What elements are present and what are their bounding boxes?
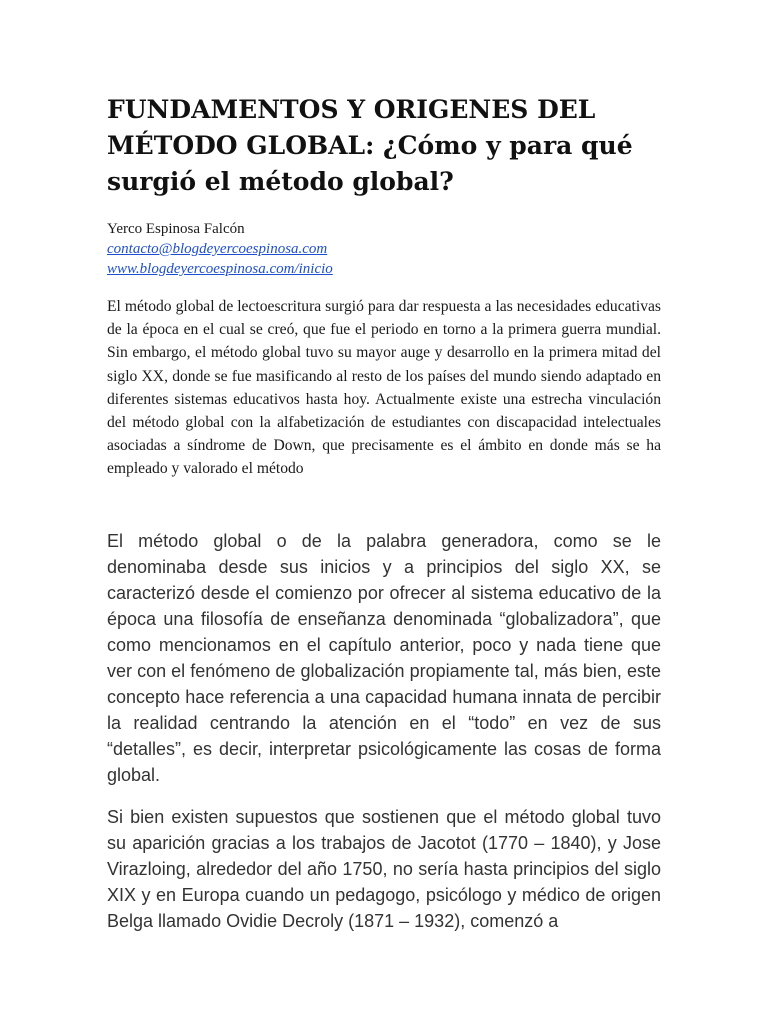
body-paragraph-2: Si bien existen supuestos que sostienen que el método global tuvo su aparición gracias a los trabajos de Jacotot (1770 – 1840), y Jose Virazloing, alrededor del año 1750, no sería hasta principios del siglo XIX y en Europa cuando un pedagogo, psicólogo y médico de origen Belga llamado Ovidie Decroly (1871 – 1932), comenzó a [107,807,661,931]
body-paragraph-1: El método global o de la palabra generadora, como se le denominaba desde sus inicios y a principios del siglo XX, se caracterizó desde el comienzo por ofrecer al sistema educativo de la época una filosofía de enseñanza denominada “globalizadora”, que como mencionamos en el capítulo anterior, poco y nada tiene que ver con el fenómeno de globalización propiamente tal, más bien, este concepto hace referencia a una capacidad humana innata de percibir la realidad centrando la atención en el “todo” en vez de sus “detalles”, es decir, interpretar psicológicamente las cosas de forma global. [107,531,661,785]
author-website-link[interactable]: www.blogdeyercoespinosa.com/inicio [107,261,333,277]
author-name: Yerco Espinosa Falcón [107,221,245,237]
author-email-link[interactable]: contacto@blogdeyercoespinosa.com [107,241,328,257]
author-block [107,219,667,279]
intro-paragraph: El método global de lectoescritura surgió para dar respuesta a las necesidades educativas de la época en el cual se creó, que fue el periodo en torno a la primera guerra mundial. Sin embargo, el método global tuvo su mayor auge y desarrollo en la primera mitad del siglo XX, donde se fue masificando al resto de los países del mundo siendo adaptado en diferentes sistemas educativos hasta hoy. Actualmente existe una estrecha vinculación del método global con la alfabetización de estudiantes con discapacidad intelectuales asociadas a síndrome de Down, que precisamente es el ámbito en donde más se ha empleado y valorado el método [107,298,661,478]
document-title: FUNDAMENTOS Y ORIGENES DEL MÉTODO GLOBAL: ¿Cómo y para qué surgió el método global? [107,95,633,196]
